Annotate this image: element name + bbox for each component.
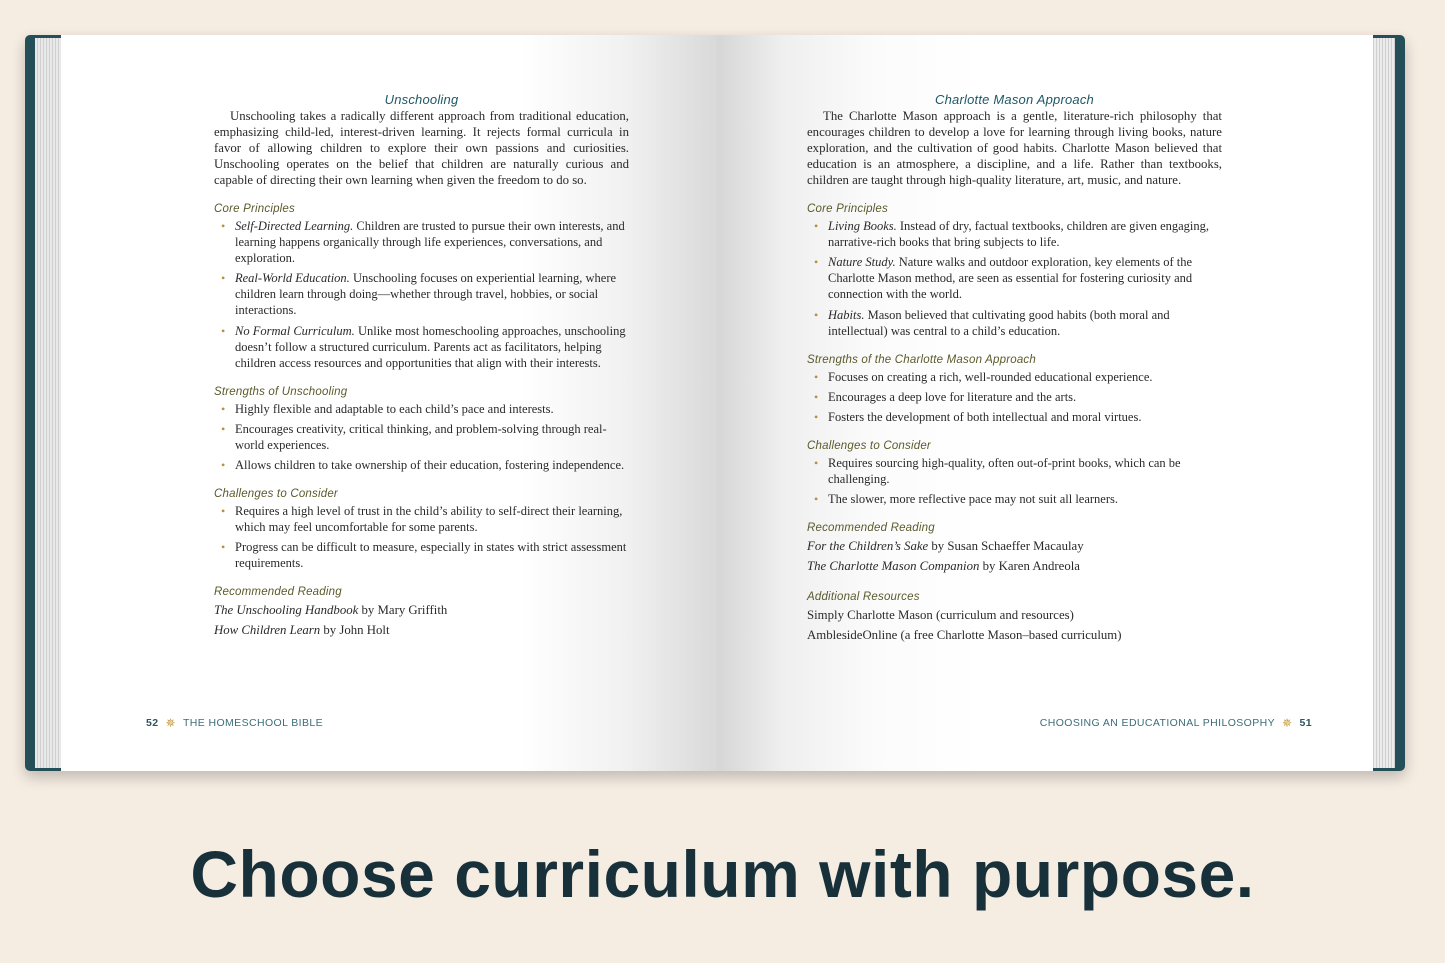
bullet-icon: • — [814, 456, 819, 471]
bullet-icon: • — [221, 401, 226, 416]
list-item — [807, 455, 1222, 487]
term: Nature Study. — [828, 255, 896, 270]
book-title: The Charlotte Mason Companion — [807, 558, 980, 573]
bullet-icon: • — [814, 219, 819, 233]
challenges-list — [214, 503, 629, 571]
resources-heading: Additional Resources — [807, 591, 920, 604]
bullet-icon: • — [221, 458, 226, 473]
bullet-icon: • — [221, 504, 226, 519]
page-number: 52 — [146, 717, 159, 729]
core-principles-heading: Core Principles — [214, 203, 295, 215]
list-item — [214, 270, 629, 318]
bullet-icon: • — [221, 323, 226, 338]
section-title: Unschooling — [384, 92, 459, 107]
running-head: THE HOMESCHOOL BIBLE — [182, 717, 324, 729]
list-item — [807, 369, 1222, 385]
item-text: Encourages a deep love for literature and the arts. — [828, 389, 1077, 404]
list-item — [214, 503, 629, 535]
strengths-list — [807, 369, 1222, 426]
item-text: Allows children to take ownership of their education, fostering independence. — [235, 458, 625, 473]
bullet-icon: • — [814, 492, 819, 507]
intro-paragraph: Unschooling takes a radically different approach from traditional education, emphasizing child-led, interest-driven learning. It rejects formal curricula in favor of allowing children to explore their own passions and curiosities. Unschooling operates on the belief that children are naturally curious and capable of directing their own learning when given the freedom to do so. — [214, 109, 629, 187]
item-text: Unlike most homeschooling approaches, unschooling doesn’t follow a structured curriculum. Parents act as facilitators, helping children access resources and opportunities that align with their interests. — [235, 323, 626, 370]
item-text: Mason believed that cultivating good habits (both moral and intellectual) was central to a child’s education. — [828, 307, 1170, 338]
reading-item — [807, 537, 1222, 557]
item-text: Requires a high level of trust in the child’s ability to self-direct their learning, which may feel uncomfortable for some parents. — [235, 504, 623, 535]
item-text: Requires sourcing high-quality, often out-of-print books, which can be challenging. — [828, 456, 1181, 487]
reading-item — [807, 557, 1222, 577]
page-number: 51 — [1299, 717, 1312, 729]
item-text: Instead of dry, factual textbooks, children are given engaging, narrative-rich books that bring subjects to life. — [828, 219, 1210, 249]
item-text: Progress can be difficult to measure, especially in states with strict assessment requirements. — [235, 540, 627, 571]
left-text-column — [214, 92, 629, 640]
bullet-icon: • — [221, 540, 226, 555]
reading-heading: Recommended Reading — [214, 586, 342, 599]
book-author: by John Holt — [320, 622, 390, 637]
right-footer — [1040, 716, 1312, 730]
list-item — [807, 307, 1222, 339]
list-item — [214, 421, 629, 453]
bullet-icon: • — [814, 307, 819, 322]
tagline: Choose curriculum with purpose. — [190, 837, 1255, 911]
challenges-heading: Challenges to Consider — [214, 488, 338, 501]
list-item — [807, 254, 1222, 302]
item-text: Children are trusted to pursue their own interests, and learning happens organically through life experiences, conversations, and exploration. — [235, 219, 625, 265]
item-text: Focuses on creating a rich, well-rounded educational experience. — [828, 369, 1153, 384]
list-item — [807, 409, 1222, 425]
challenges-heading: Challenges to Consider — [807, 440, 931, 453]
list-item — [214, 457, 629, 473]
bullet-icon: • — [814, 369, 819, 384]
page-edges-right — [1373, 38, 1395, 768]
term: Habits. — [828, 307, 865, 322]
book-title: For the Children’s Sake — [807, 539, 929, 554]
core-principles-list — [214, 218, 629, 371]
strengths-heading: Strengths of Unschooling — [214, 385, 348, 398]
bullet-icon: • — [814, 410, 819, 425]
book-author: by Mary Griffith — [358, 603, 448, 618]
term: No Formal Curriculum. — [235, 323, 355, 338]
term: Living Books. — [828, 219, 897, 233]
strengths-heading: Strengths of the Charlotte Mason Approach — [807, 353, 1036, 366]
item-text: Unschooling focuses on experiential learning, where children learn through doing—whether through travel, hobbies, or social interactions. — [235, 271, 617, 318]
item-text: Fosters the development of both intellectual and moral virtues. — [828, 410, 1142, 425]
core-principles-heading: Core Principles — [807, 203, 888, 215]
running-head: CHOOSING AN EDUCATIONAL PHILOSOPHY — [1039, 717, 1276, 729]
challenges-list — [807, 455, 1222, 507]
list-item — [807, 491, 1222, 507]
reading-heading: Recommended Reading — [807, 522, 935, 535]
reading-item — [214, 601, 629, 621]
bullet-icon: • — [221, 271, 226, 286]
list-item — [214, 401, 629, 417]
strengths-list — [214, 401, 629, 474]
right-page — [717, 35, 1373, 771]
book-title: The Unschooling Handbook — [214, 603, 359, 618]
right-text-column — [807, 92, 1222, 645]
sun-star-icon: ✵ — [165, 716, 176, 730]
term: Real-World Education. — [235, 271, 350, 286]
left-footer — [146, 716, 323, 730]
resource-item: Simply Charlotte Mason (curriculum and resources) — [807, 608, 1074, 623]
book-author: by Susan Schaeffer Macaulay — [928, 539, 1084, 554]
list-item — [214, 218, 629, 266]
bullet-icon: • — [814, 389, 819, 404]
bullet-icon: • — [221, 421, 226, 436]
item-text: Encourages creativity, critical thinking, and problem-solving through real-world experiences. — [235, 421, 607, 452]
book-author: by Karen Andreola — [979, 558, 1080, 573]
bullet-icon: • — [814, 255, 819, 270]
bullet-icon: • — [221, 219, 226, 233]
list-item — [214, 323, 629, 371]
intro-paragraph: The Charlotte Mason approach is a gentle, literature-rich philosophy that encourages children to develop a love for learning through living books, nature exploration, and the cultivation of good habits. Charlotte Mason believed that education is an atmosphere, a discipline, and a life. Rather than textbooks, children are taught through high-quality literature, art, music, and nature. — [807, 109, 1222, 187]
sun-star-icon: ✵ — [1282, 716, 1293, 730]
reading-item — [214, 621, 629, 641]
item-text: Nature walks and outdoor exploration, key elements of the Charlotte Mason method, are seen as essential for fostering curiosity and connection with the world. — [828, 255, 1193, 302]
item-text: Highly flexible and adaptable to each child’s pace and interests. — [235, 401, 554, 416]
resource-item: AmblesideOnline (a free Charlotte Mason–based curriculum) — [807, 627, 1122, 642]
section-title: Charlotte Mason Approach — [935, 92, 1094, 107]
item-text: The slower, more reflective pace may not suit all learners. — [828, 492, 1119, 507]
term: Self-Directed Learning. — [235, 219, 354, 233]
list-item — [807, 389, 1222, 405]
list-item — [807, 218, 1222, 250]
book-title: How Children Learn — [214, 622, 321, 637]
core-principles-list — [807, 218, 1222, 339]
left-page — [61, 35, 717, 771]
list-item — [214, 539, 629, 571]
open-book — [25, 35, 1405, 771]
